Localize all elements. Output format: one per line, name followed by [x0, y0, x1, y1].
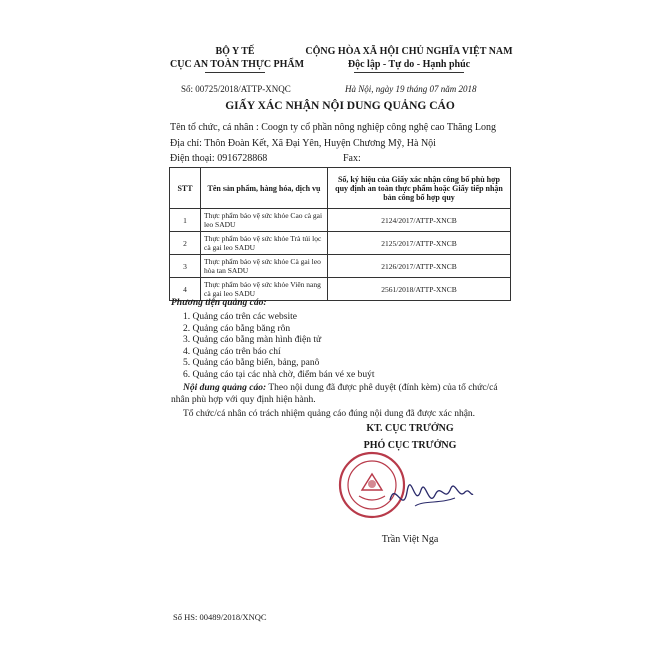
- row-number: 2126/2017/ATTP-XNCB: [328, 255, 511, 278]
- table-row: [170, 232, 511, 255]
- ministry-name: BỘ Y TẾ: [215, 46, 255, 57]
- seal-emblem-center: [368, 480, 376, 488]
- org-phone: Điện thoại: 0916728868: [170, 153, 268, 164]
- header-underline: [205, 72, 265, 73]
- doc-title: GIẤY XÁC NHẬN NỘI DUNG QUẢNG CÁO: [225, 100, 455, 112]
- place-date: Hà Nội, ngày 19 tháng 07 năm 2018: [345, 84, 477, 94]
- row-number: 2124/2017/ATTP-XNCB: [328, 209, 511, 232]
- table-header-row: [170, 168, 511, 209]
- product-table: [169, 167, 511, 301]
- row-product: Thực phẩm bảo vệ sức khỏe Cà gai leo hòa tan SADU: [201, 255, 328, 278]
- motto-underline: [354, 72, 464, 73]
- table-row: [170, 209, 511, 232]
- row-stt: 4: [170, 278, 201, 301]
- list-item: 1. Quảng cáo trên các website: [183, 312, 297, 322]
- col-product: Tên sản phẩm, hàng hóa, dịch vụ: [201, 168, 328, 209]
- responsibility-line: Tổ chức/cá nhân có trách nhiệm quảng cáo đúng nội dung đã được xác nhận.: [183, 409, 476, 419]
- org-name: Tên tổ chức, cá nhân : Coogn ty cổ phần nông nghiệp công nghệ cao Thăng Long: [170, 122, 496, 133]
- list-item: 3. Quảng cáo bằng màn hình điện tử: [183, 335, 322, 346]
- col-number: Số, ký hiệu của Giấy xác nhận công bố phù hợp quy định an toàn thực phẩm hoặc Giấy tiếp nhận bản công bố hợp quy: [328, 168, 511, 209]
- content-label: Nội dung quảng cáo:: [183, 383, 267, 393]
- org-address: Địa chỉ: Thôn Đoàn Kết, Xã Đại Yên, Huyện Chương Mỹ, Hà Nội: [170, 138, 436, 149]
- row-product: Thực phẩm bảo vệ sức khỏe Viên nang cà gai leo SADU: [201, 278, 328, 301]
- org-fax: Fax:: [343, 153, 361, 164]
- list-item: 5. Quảng cáo bằng biển, bảng, panô: [183, 358, 320, 369]
- row-stt: 1: [170, 209, 201, 232]
- media-heading: Phương tiện quảng cáo:: [171, 298, 267, 308]
- list-item: 4. Quảng cáo trên báo chí: [183, 346, 281, 357]
- content-line-1: [183, 383, 498, 395]
- row-stt: 3: [170, 255, 201, 278]
- row-product: Thực phẩm bảo vệ sức khỏe Trà túi lọc cà gai leo SADU: [201, 232, 328, 255]
- table-row: [170, 255, 511, 278]
- row-number: 2561/2018/ATTP-XNCB: [328, 278, 511, 301]
- signer-title: [340, 420, 480, 454]
- country-name: CỘNG HÒA XÃ HỘI CHỦ NGHĨA VIỆT NAM: [305, 46, 513, 57]
- col-stt: STT: [170, 168, 201, 209]
- content-line-2: nhân phù hợp với quy định hiện hành.: [171, 395, 316, 405]
- signer-title-2: PHÓ CỤC TRƯỞNG: [363, 440, 457, 451]
- handwritten-signature: [385, 470, 475, 520]
- row-number: 2125/2017/ATTP-XNCB: [328, 232, 511, 255]
- seal-wreath: [359, 496, 385, 500]
- country-header: [304, 45, 514, 73]
- file-number: Số HS: 00489/2018/XNQC: [173, 612, 267, 622]
- signer-title-1: KT. CỤC TRƯỞNG: [366, 423, 454, 434]
- content-text: Theo nội dung đã được phê duyệt (đính kèm) của tổ chức/cá: [266, 383, 498, 393]
- row-stt: 2: [170, 232, 201, 255]
- signature-stroke: [390, 485, 473, 500]
- motto: Độc lập - Tự do - Hạnh phúc: [347, 59, 471, 70]
- signature-flourish: [415, 498, 455, 506]
- department-name: CỤC AN TOÀN THỰC PHẨM: [170, 59, 305, 70]
- doc-number: Số: 00725/2018/ATTP-XNQC: [181, 84, 291, 94]
- list-item: 2. Quảng cáo bằng băng rôn: [183, 323, 291, 334]
- media-list: [183, 312, 375, 382]
- signer-name: Trần Việt Nga: [381, 534, 439, 545]
- issuer-header: [170, 45, 305, 73]
- row-product: Thực phẩm bảo vệ sức khỏe Cao cà gai leo SADU: [201, 209, 328, 232]
- list-item: 6. Quảng cáo tại các nhà chờ, điểm bán vé xe buýt: [183, 369, 375, 380]
